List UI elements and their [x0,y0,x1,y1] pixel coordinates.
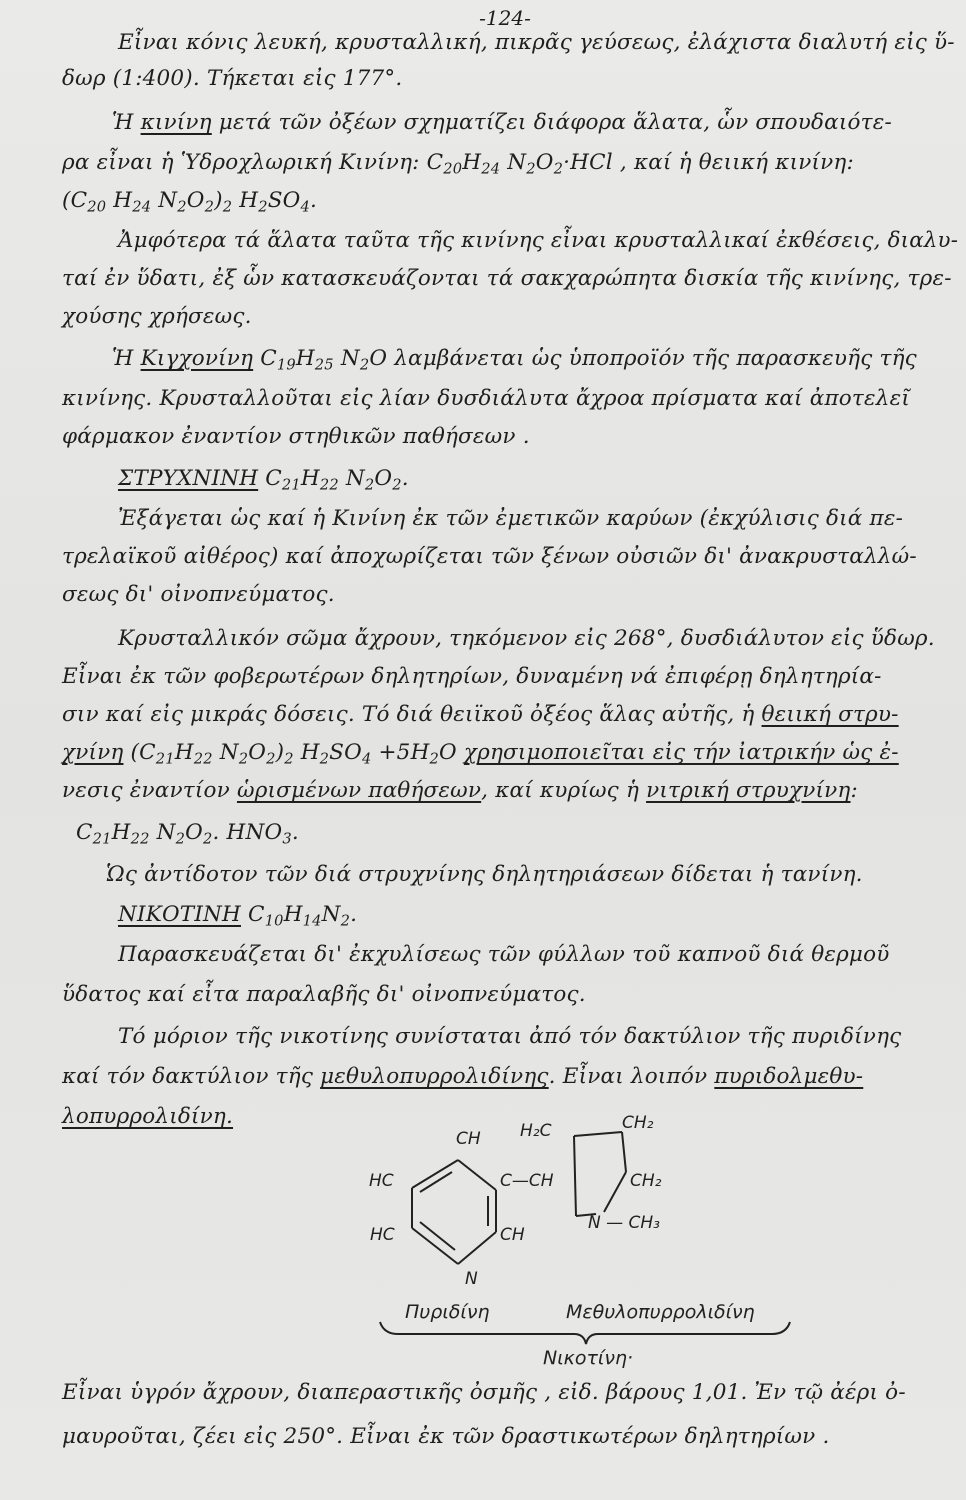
subscript: 19 [276,356,296,374]
section-heading: ΣΤΡΥΧΝΙΝΗ [118,466,259,491]
text-segment: δωρ (1:400). Τήκεται εἰς 177°. [62,66,403,91]
text-segment: O [374,466,393,491]
text-line [112,110,892,135]
text-line [118,506,903,531]
underlined-term: κινίνη [140,110,212,135]
text-segment: μαυροῦται, ζέει εἰς 250°. Εἶναι ἐκ τῶν δραστικωτέρων δηλητηρίων . [62,1424,830,1449]
atom-label: N — CH₃ [588,1213,660,1233]
subscript: 4 [300,198,310,216]
text-segment: Παρασκευάζεται δι' ἐκχυλίσεως τῶν φύλλων τοῦ καπνοῦ διά θερμοῦ [118,942,890,967]
text-segment: . Εἶναι λοιπόν [548,1064,715,1089]
subscript: 10 [264,912,284,930]
text-segment: φάρμακον ἐναντίον στηθικῶν παθήσεων . [62,424,530,449]
text-segment: N [500,150,527,175]
text-segment: ) [214,188,223,213]
text-segment: μετά τῶν ὀξέων σχηματίζει διάφορα ἅλατα, ὧν σπουδαιότε- [211,110,892,135]
subscript: 2 [202,830,213,848]
grouping-brace [380,1322,790,1344]
text-segment: ·HCl , καί ἡ θειική κινίνη: [563,150,854,175]
text-line [62,740,899,767]
subscript: 2 [359,356,370,374]
text-segment: N [149,820,176,845]
text-segment: H [300,466,320,491]
text-line [112,346,917,373]
text-segment: SO [329,740,362,765]
text-line [118,228,958,253]
subscript: 2 [175,830,186,848]
text-segment: +5H [371,740,430,765]
atom-label: C—CH [500,1171,554,1191]
text-segment: Εἶναι ὑγρόν ἄχρουν, διαπεραστικῆς ὀσμῆς , εἰδ. βάρους 1,01. Ἐν τῷ ἀέρι ὀ- [62,1380,906,1405]
subscript: 2 [284,750,294,768]
subscript: 24 [132,198,152,216]
subscript: 2 [222,198,233,216]
ring-bond [574,1136,576,1216]
text-segment: . [401,466,409,491]
text-segment: . HNO [212,820,283,845]
text-line [118,466,409,493]
subscript: 21 [92,830,112,848]
subscript: 3 [282,830,292,848]
subscript: 20 [87,198,107,216]
text-line [62,386,910,411]
subscript: 2 [319,750,330,768]
text-segment: ) [275,740,285,765]
text-segment: καί τόν δακτύλιον τῆς [62,1064,321,1089]
text-segment: H [232,188,259,213]
text-segment: O λαμβάνεται ὡς ὑποπροϊόν τῆς παρασκευῆς τῆς [369,346,917,371]
underlined-term: χρησιμοποιεῖται εἰς τήν ἰατρικήν ὡς ἐ- [463,740,899,765]
text-line [62,778,858,803]
subscript: 2 [238,750,249,768]
text-segment: : [850,778,858,803]
text-segment: SO [267,188,301,213]
ring-bond [622,1132,626,1172]
text-segment: O [248,740,267,765]
text-segment: C [258,466,282,491]
text-segment: H [283,902,303,927]
section-heading: ΝΙΚΟΤΙΝΗ [118,902,241,927]
subscript: 2 [340,912,351,930]
text-line [62,1424,829,1449]
subscript: 21 [155,750,175,768]
text-segment: O [186,188,205,213]
underlined-term: Κιγχονίνη [140,346,254,371]
ring-bond [412,1160,458,1188]
subscript: 2 [526,160,536,178]
caption-methylpyrrolidine: Μεθυλοπυρρολιδίνη [566,1301,755,1323]
pyridine-ring [412,1160,496,1264]
underlined-term: λοπυρρολιδίνη. [62,1104,234,1129]
subscript: 14 [302,912,322,930]
ring-bond [420,1172,452,1192]
text-segment: (C [62,188,88,213]
text-segment: ταί ἐν ὕδατι, ἐξ ὧν κατασκευάζονται τά σακχαρώπητα δισκία τῆς κινίνης, τρε- [62,266,952,291]
caption-pyridine: Πυριδίνη [405,1301,490,1323]
text-segment: , καί κυρίως ἡ [481,778,647,803]
text-segment: σιν καί εἰς μικράς δόσεις. Τό διά θειϊκοῦ ὀξέος ἅλας αὐτῆς, ἡ [62,702,762,727]
text-segment: C [253,346,277,371]
text-segment: H [293,740,320,765]
text-segment: C [241,902,265,927]
text-line [62,304,252,329]
text-segment: Εἶναι κόνις λευκή, κρυσταλλική, πικρᾶς γεύσεως, ἐλάχιστα διαλυτή εἰς ὕ- [118,30,955,55]
text-line [62,266,952,291]
text-line [118,902,357,929]
text-segment: O [439,740,464,765]
ring-bond [458,1232,496,1264]
text-segment: Κρυσταλλικόν σῶμα ἄχρουν, τηκόμενον εἰς 268°, δυσδιάλυτον εἰς ὕδωρ. [118,626,935,651]
text-segment: . [350,902,358,927]
atom-label: CH [456,1129,481,1149]
text-segment: νεσις ἐναντίον [62,778,237,803]
text-line [106,862,863,887]
atom-label: HC [369,1171,394,1191]
text-line [62,1064,863,1089]
text-line [76,820,299,847]
subscript: 2 [392,476,402,494]
subscript: 22 [319,476,339,494]
subscript: 24 [481,160,501,178]
caption-nicotine: Νικοτίνη· [543,1347,634,1369]
pyrrolidine-ring [574,1132,626,1216]
text-segment: H [111,820,131,845]
page-number: -124- [479,6,531,30]
text-line [118,30,955,55]
subscript: 2 [266,750,276,768]
subscript: 20 [443,160,463,178]
text-line [62,150,854,177]
ring-bond [604,1172,626,1212]
atom-label: HC [370,1225,395,1245]
text-line [62,582,335,607]
text-segment: O [535,150,554,175]
text-line [62,982,586,1007]
subscript: 2 [364,476,375,494]
text-segment: N [151,188,178,213]
underlined-term: πυριδολμεθυ- [714,1064,864,1089]
underlined-term: μεθυλοπυρρολιδίνης [320,1064,549,1089]
text-line [62,188,317,215]
subscript: 22 [130,830,150,848]
text-segment: Εἶναι ἐκ τῶν φοβερωτέρων δηλητηρίων, δυναμένη νά ἐπιφέρῃ δηλητηρία- [62,664,882,689]
ring-bond [412,1228,458,1264]
text-segment: τρελαϊκοῦ αἰθέρος) καί ἀποχωρίζεται τῶν ξένων οὐσιῶν δι' ἀνακρυσταλλώ- [62,544,917,569]
text-segment: σεως δι' οἰνοπνεύματος. [62,582,335,607]
text-segment: C [76,820,93,845]
subscript: 4 [361,750,372,768]
atom-label: N [465,1269,478,1289]
text-segment: N [212,740,239,765]
subscript: 21 [281,476,301,494]
text-line [62,544,917,569]
subscript: 22 [193,750,213,768]
underlined-term: θειική στρυ- [761,702,899,727]
text-line [62,702,899,727]
text-line [118,1024,901,1049]
text-segment: O [185,820,203,845]
text-line [62,66,402,91]
text-segment: N [333,346,360,371]
text-segment: H [174,740,194,765]
subscript: 25 [314,356,334,374]
text-segment: χούσης χρήσεως. [62,304,252,329]
subscript: 2 [553,160,564,178]
text-segment: N [321,902,341,927]
underlined-term: νιτρική στρυχνίνη [646,778,851,803]
ring-bond [420,1222,455,1250]
text-segment: H [106,188,133,213]
subscript: 2 [204,198,215,216]
atom-label: CH [500,1225,525,1245]
text-segment: Ἡ [112,110,141,135]
text-segment: Ἀμφότερα τά ἅλατα ταῦτα τῆς κινίνης εἶναι κρυσταλλικαί ἐκθέσεις, διαλυ- [118,228,959,253]
text-segment: Τό μόριον τῆς νικοτίνης συνίσταται ἀπό τόν δακτύλιον τῆς πυριδίνης [118,1024,902,1049]
text-segment: . [291,820,299,845]
atom-label: H₂C [520,1121,552,1141]
text-segment: H [295,346,315,371]
text-segment: H [462,150,482,175]
text-line [118,626,935,651]
text-segment: N [338,466,365,491]
text-line [62,424,530,449]
text-segment: Ὡς ἀντίδοτον τῶν διά στρυχνίνης δηλητηριάσεων δίδεται ἡ τανίνη. [106,862,863,887]
underlined-term: χνίνη [62,740,124,765]
atom-label: CH₂ [630,1171,662,1191]
text-line [118,942,890,967]
text-segment: Ἡ [112,346,141,371]
underlined-term: ὡρισμένων παθήσεων [236,778,482,803]
text-segment: . [309,188,317,213]
text-line [62,1104,233,1129]
ring-bond [458,1160,496,1190]
text-line [62,1380,906,1405]
text-segment: ρα εἶναι ἡ Ὑδροχλωρική Κινίνη: C [62,150,444,175]
text-segment: κινίνης. Κρυσταλλοῦται εἰς λίαν δυσδιάλυτα ἄχροα πρίσματα καί ἀποτελεῖ [62,386,910,411]
ring-bond [576,1214,596,1216]
subscript: 2 [177,198,187,216]
ring-bond [574,1132,622,1136]
atom-label: CH₂ [622,1113,654,1133]
text-segment: Ἐξάγεται ὡς καί ἡ Κινίνη ἐκ τῶν ἐμετικῶν καρύων (ἐκχύλισις διά πε- [118,506,904,531]
subscript: 2 [429,750,440,768]
subscript: 2 [258,198,268,216]
text-line [62,664,882,689]
text-segment: (C [123,740,156,765]
text-segment: ὕδατος καί εἶτα παραλαβῆς δι' οἰνοπνεύματος. [62,982,586,1007]
